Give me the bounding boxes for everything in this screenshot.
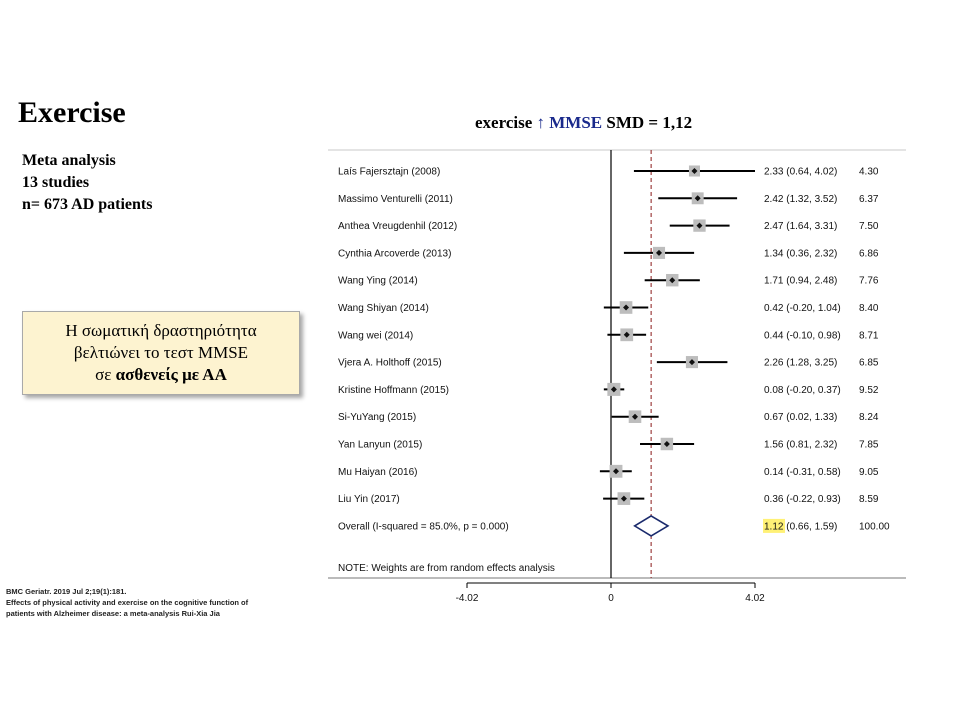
slide-title: Exercise [18, 96, 126, 129]
study-ci-text: 0.42 (-0.20, 1.04) [764, 303, 841, 314]
study-ci-text: 0.67 (0.02, 1.33) [764, 412, 838, 424]
study-weight-text: 8.40 [859, 303, 879, 314]
study-label: Yan Lanyun (2015) [338, 439, 423, 451]
study-ci-text: 1.71 (0.94, 2.48) [764, 275, 838, 287]
meta-line-patients: n= 673 AD patients [22, 196, 153, 213]
study-label: Wang Ying (2014) [338, 275, 418, 287]
up-arrow-icon: ↑ [536, 113, 546, 132]
callout-line-1: Η σωματική δραστηριότητα [65, 321, 257, 340]
study-label: Wang Shiyan (2014) [338, 303, 429, 314]
overall-ci-range: (0.66, 1.59) [783, 521, 838, 533]
study-label: Vjera A. Holthoff (2015) [338, 357, 442, 369]
study-ci-text: 2.26 (1.28, 3.25) [764, 357, 838, 369]
study-weight-text: 6.86 [859, 248, 879, 260]
overall-weight-text: 100.00 [859, 521, 890, 533]
study-weight-text: 7.50 [859, 221, 879, 233]
study-weight-text: 6.37 [859, 193, 879, 205]
study-ci-text: 0.36 (-0.22, 0.93) [764, 494, 841, 506]
overall-ci-text [764, 521, 837, 532]
citation-line-3: patients with Alzheimer disease: a meta-analysis Rui-Xia Jia [6, 609, 220, 618]
study-label: Si-YuYang (2015) [338, 412, 417, 424]
weights-note: NOTE: Weights are from random effects analysis [338, 563, 555, 574]
study-weight-text: 8.24 [859, 412, 879, 424]
overall-label: Overall (I-squared = 85.0%, p = 0.000) [338, 521, 509, 533]
x-axis-tick-label: 4.02 [745, 593, 765, 604]
callout-line-3-bold: ασθενείς με ΑΑ [115, 365, 227, 384]
citation-line-1: BMC Geriatr. 2019 Jul 2;19(1):181. [6, 587, 127, 596]
citation-line-2: Effects of physical activity and exercise on the cognitive function of [6, 598, 249, 607]
overall-diamond [635, 516, 668, 536]
study-label: Cynthia Arcoverde (2013) [338, 248, 452, 260]
study-label: Mu Haiyan (2016) [338, 466, 418, 478]
study-ci-text: 0.44 (-0.10, 0.98) [764, 330, 841, 342]
study-weight-text: 7.76 [859, 275, 879, 287]
study-ci-text: 2.47 (1.64, 3.31) [764, 221, 838, 233]
heading-mmse: MMSE [545, 113, 603, 132]
heading-prefix: exercise [475, 113, 537, 132]
study-weight-text: 9.05 [859, 466, 879, 478]
study-ci-text: 2.42 (1.32, 3.52) [764, 193, 838, 205]
study-label: Laís Fajersztajn (2008) [338, 166, 441, 178]
study-label: Wang wei (2014) [338, 330, 414, 342]
meta-line-analysis: Meta analysis [22, 152, 116, 169]
study-weight-text: 7.85 [859, 439, 879, 451]
study-label: Liu Yin (2017) [338, 494, 400, 506]
meta-line-studies: 13 studies [22, 174, 90, 191]
study-ci-text: 2.33 (0.64, 4.02) [764, 166, 838, 178]
callout-line-2: βελτιώνει το τεστ MMSE [73, 343, 249, 362]
study-ci-text: 0.08 (-0.20, 0.37) [764, 384, 841, 396]
overall-es-value: 1.12 [764, 521, 784, 533]
callout-line-3-prefix: σε [95, 365, 116, 384]
study-ci-text: 1.56 (0.81, 2.32) [764, 439, 838, 451]
citation [6, 586, 248, 619]
x-axis-tick-label: 0 [608, 593, 614, 604]
x-axis-tick-label: -4.02 [455, 593, 479, 604]
study-ci-text: 0.14 (-0.31, 0.58) [764, 466, 841, 478]
study-weight-text: 4.30 [859, 166, 879, 178]
heading-suffix: SMD = 1,12 [602, 113, 693, 132]
study-label: Massimo Venturelli (2011) [338, 193, 453, 205]
study-label: Anthea Vreugdenhil (2012) [338, 221, 458, 233]
study-weight-text: 6.85 [859, 357, 879, 369]
study-ci-text: 1.34 (0.36, 2.32) [764, 248, 838, 260]
study-label: Kristine Hoffmann (2015) [338, 384, 449, 396]
study-weight-text: 8.59 [859, 494, 879, 506]
study-weight-text: 8.71 [859, 330, 879, 342]
study-weight-text: 9.52 [859, 384, 879, 396]
